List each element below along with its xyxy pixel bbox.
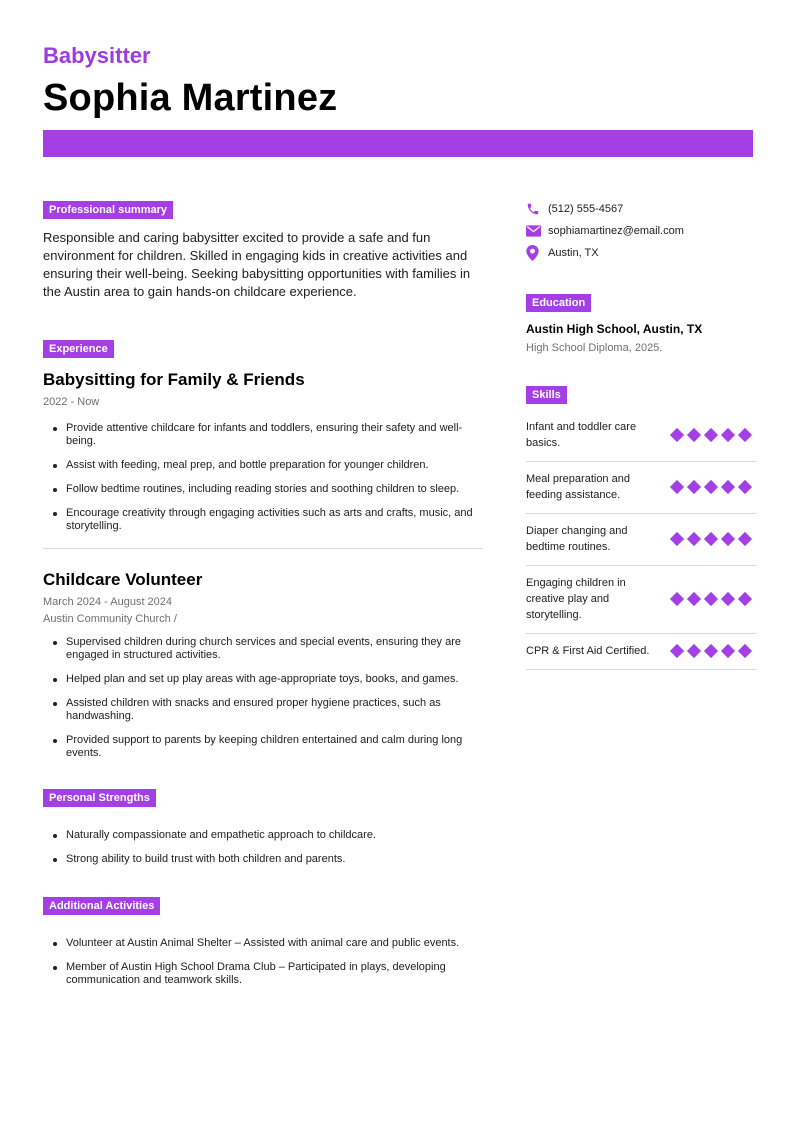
skill-rating	[670, 482, 752, 492]
rating-diamond-icon	[670, 592, 684, 606]
strengths-list	[43, 829, 483, 866]
skills-list	[526, 410, 756, 670]
rating-diamond-icon	[738, 532, 752, 546]
activities-heading: Additional Activities	[43, 897, 160, 915]
experience-heading: Experience	[43, 340, 114, 358]
phone-text[interactable]: (512) 555-4567	[548, 203, 624, 215]
education-heading: Education	[526, 294, 591, 312]
job-dates: March 2024 - August 2024	[43, 596, 173, 608]
job-entry	[43, 570, 483, 760]
location-pin-icon	[526, 245, 548, 261]
accent-bar	[43, 130, 753, 157]
job-role: Childcare Volunteer	[43, 570, 203, 589]
summary-heading: Professional summary	[43, 201, 173, 219]
rating-diamond-icon	[721, 532, 735, 546]
rating-diamond-icon	[738, 644, 752, 658]
rating-diamond-icon	[704, 592, 718, 606]
skill-label: Infant and toddler care basics.	[526, 421, 637, 449]
divider	[43, 548, 483, 549]
rating-diamond-icon	[704, 532, 718, 546]
job-entry	[43, 370, 483, 533]
rating-diamond-icon	[687, 532, 701, 546]
skill-label: Engaging children in creative play and storytelling.	[526, 577, 626, 621]
contact-phone	[526, 198, 756, 220]
activities-list	[43, 937, 483, 987]
job-dates: 2022 - Now	[43, 396, 100, 408]
rating-diamond-icon	[670, 532, 684, 546]
candidate-name: Sophia Martinez	[43, 77, 338, 119]
rating-diamond-icon	[738, 428, 752, 442]
contact-location	[526, 242, 756, 264]
job-bullets	[43, 636, 483, 760]
rating-diamond-icon	[687, 592, 701, 606]
list-item: Naturally compassionate and empathetic approach to childcare.	[66, 829, 483, 842]
rating-diamond-icon	[704, 644, 718, 658]
contact-section	[526, 198, 756, 264]
contact-email	[526, 220, 756, 242]
location-text: Austin, TX	[548, 247, 599, 259]
skills-section	[526, 385, 756, 670]
left-column	[43, 200, 483, 998]
phone-icon	[526, 202, 548, 216]
list-item: Volunteer at Austin Animal Shelter – Assisted with animal care and public events.	[66, 937, 483, 950]
skill-rating	[670, 430, 752, 440]
skill-label: CPR & First Aid Certified.	[526, 645, 650, 657]
mail-icon	[526, 225, 548, 237]
rating-diamond-icon	[704, 480, 718, 494]
rating-diamond-icon	[721, 480, 735, 494]
rating-diamond-icon	[670, 644, 684, 658]
rating-diamond-icon	[721, 428, 735, 442]
job-title: Babysitter	[43, 43, 151, 68]
skill-rating	[670, 534, 752, 544]
email-text[interactable]: sophiamartinez@email.com	[548, 225, 684, 237]
skill-row	[526, 566, 756, 634]
school-name: Austin High School, Austin, TX	[526, 322, 703, 336]
skill-row	[526, 634, 756, 670]
rating-diamond-icon	[687, 428, 701, 442]
job-bullets	[43, 422, 483, 533]
list-item: Helped plan and set up play areas with age-appropriate toys, books, and games.	[66, 673, 483, 686]
skill-label: Diaper changing and bedtime routines.	[526, 525, 628, 553]
list-item: Assist with feeding, meal prep, and bottle preparation for younger children.	[66, 459, 483, 472]
list-item: Provided support to parents by keeping children entertained and calm during long events.	[66, 734, 483, 760]
list-item: Member of Austin High School Drama Club – Participated in plays, developing communication and teamwork skills.	[66, 961, 483, 987]
rating-diamond-icon	[670, 428, 684, 442]
rating-diamond-icon	[687, 480, 701, 494]
job-role: Babysitting for Family & Friends	[43, 370, 305, 389]
rating-diamond-icon	[738, 480, 752, 494]
list-item: Follow bedtime routines, including reading stories and soothing children to sleep.	[66, 483, 483, 496]
list-item: Provide attentive childcare for infants and toddlers, ensuring their safety and well-being.	[66, 422, 483, 448]
rating-diamond-icon	[704, 428, 718, 442]
right-column	[526, 198, 756, 670]
education-section	[526, 293, 756, 354]
rating-diamond-icon	[721, 592, 735, 606]
skill-rating	[670, 594, 752, 604]
rating-diamond-icon	[721, 644, 735, 658]
skill-row	[526, 462, 756, 514]
skill-label: Meal preparation and feeding assistance.	[526, 473, 630, 501]
skills-heading: Skills	[526, 386, 567, 404]
list-item: Assisted children with snacks and ensured proper hygiene practices, such as handwashing.	[66, 697, 483, 723]
skill-row	[526, 514, 756, 566]
rating-diamond-icon	[687, 644, 701, 658]
rating-diamond-icon	[670, 480, 684, 494]
skill-row	[526, 410, 756, 462]
job-organization: Austin Community Church /	[43, 613, 177, 625]
strengths-heading: Personal Strengths	[43, 789, 156, 807]
strengths-section	[43, 788, 483, 866]
degree: High School Diploma, 2025.	[526, 342, 663, 354]
activities-section	[43, 896, 483, 987]
list-item: Supervised children during church services and special events, ensuring they are engaged in structured activities.	[66, 636, 483, 662]
experience-section	[43, 339, 483, 760]
skill-rating	[670, 646, 752, 656]
list-item: Encourage creativity through engaging activities such as arts and crafts, music, and storytelling.	[66, 507, 483, 533]
summary-section	[43, 200, 483, 301]
rating-diamond-icon	[738, 592, 752, 606]
summary-text: Responsible and caring babysitter excited to provide a safe and fun environment for children. Skilled in engaging kids in creative activities and ensuring their well-being. Seeking babysitting opportunities with families in the Austin area to gain hands-on childcare experience.	[43, 230, 471, 299]
list-item: Strong ability to build trust with both children and parents.	[66, 853, 483, 866]
